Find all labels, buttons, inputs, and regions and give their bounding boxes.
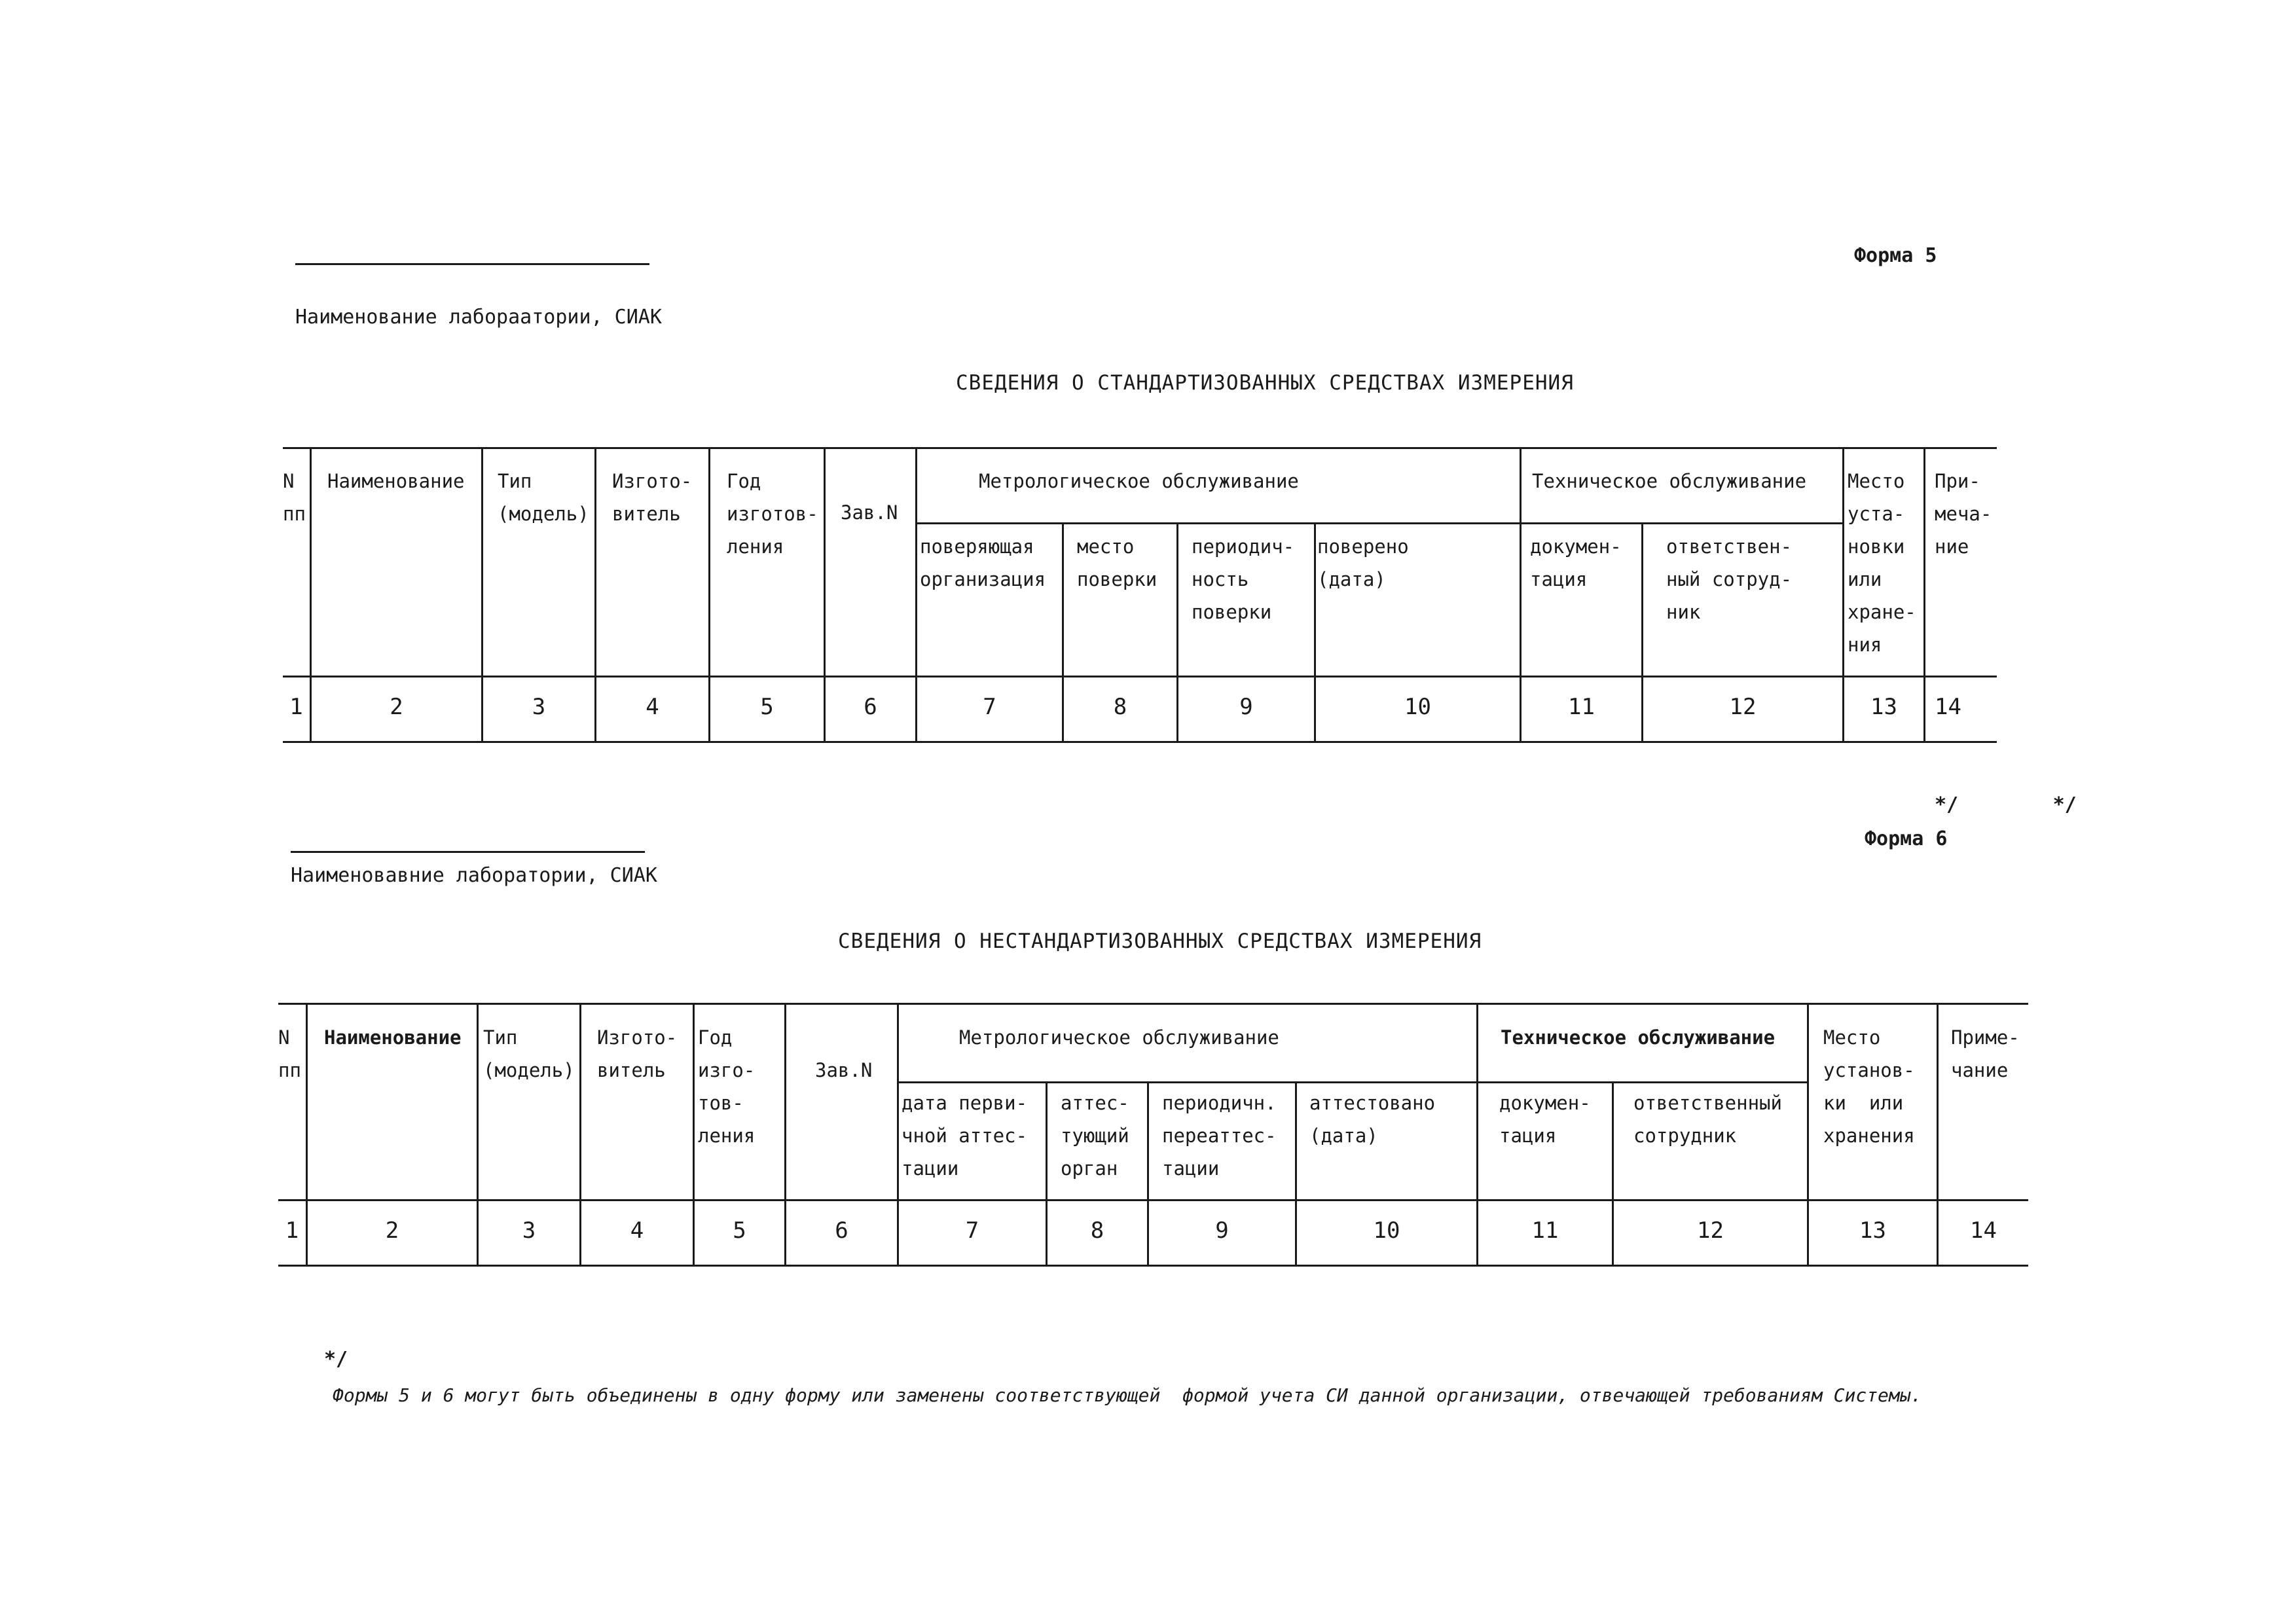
table5-col-number: 4 bbox=[646, 694, 659, 720]
table6-col-number: 9 bbox=[1215, 1218, 1229, 1244]
table5-bottom-border bbox=[283, 741, 1997, 743]
table6-header-metro-period: периодичн. переаттес- тации bbox=[1162, 1092, 1277, 1180]
table6-col-number: 14 bbox=[1970, 1218, 1997, 1244]
table6-subheader-rule-tech bbox=[1486, 1081, 1808, 1083]
table5-number-row-rule bbox=[283, 676, 1997, 677]
table6-subheader-rule-metro bbox=[898, 1081, 1486, 1083]
table6-col-number: 4 bbox=[630, 1218, 644, 1244]
table6-col-number: 13 bbox=[1859, 1218, 1886, 1244]
table5-header-zav: Зав.N bbox=[841, 501, 898, 524]
table6-number-row-rule bbox=[278, 1199, 2028, 1201]
table5-header-note: При- меча- ние bbox=[1935, 470, 1992, 558]
table6-header-metro-date: аттестовано (дата) bbox=[1309, 1092, 1436, 1147]
table5-col-number: 3 bbox=[532, 694, 546, 720]
lab-name-6: Наименовавние лаборатории, СИАК bbox=[291, 864, 657, 887]
lab-name-underline-6 bbox=[291, 851, 645, 853]
table6-top-border bbox=[278, 1003, 2028, 1005]
form-6-label: Форма 6 bbox=[1865, 827, 1948, 850]
table6-header-metro-first: дата перви- чной аттес- тации bbox=[902, 1092, 1028, 1180]
table6-col-number: 12 bbox=[1697, 1218, 1724, 1244]
table6-header-tech-resp: ответственный сотрудник bbox=[1633, 1092, 1782, 1147]
table6-bottom-border bbox=[278, 1265, 2028, 1267]
table6-col-number: 10 bbox=[1373, 1218, 1400, 1244]
table5-col-number: 8 bbox=[1113, 694, 1127, 720]
lab-name-underline-5 bbox=[295, 263, 649, 265]
table6-header-tech: Техническое обслуживание bbox=[1501, 1026, 1776, 1049]
table6-header-zav: Зав.N bbox=[815, 1059, 873, 1081]
table6-col-number: 1 bbox=[285, 1218, 299, 1244]
footnote-text: Формы 5 и 6 могут быть объединены в одну форму или заменены соответствующей формой учета СИ данной организации, отвечающей требованиям Системы. bbox=[333, 1384, 1922, 1406]
table5-header-metro-period: периодич- ность поверки bbox=[1192, 535, 1295, 623]
table5-col-number: 11 bbox=[1568, 694, 1595, 720]
table5-header-place: Место уста- новки или хране- ния bbox=[1848, 470, 1916, 656]
table5-header-metro-date: поверено (дата) bbox=[1317, 535, 1409, 590]
table5-col-number: 6 bbox=[864, 694, 877, 720]
table5-col-number: 7 bbox=[983, 694, 996, 720]
table6-header-maker: Изгото- витель bbox=[597, 1026, 678, 1081]
table6-header-type: Тип (модель) bbox=[483, 1026, 575, 1081]
table5-col-number: 9 bbox=[1239, 694, 1253, 720]
table5-col-number: 5 bbox=[760, 694, 774, 720]
table6-col-number: 2 bbox=[385, 1218, 399, 1244]
lab-name-5: Наименование лабораатории, СИАК bbox=[295, 306, 662, 329]
table5-header-type: Тип (модель) bbox=[498, 470, 589, 525]
table6-header-name: Наименование bbox=[324, 1026, 462, 1049]
form-6-title: СВЕДЕНИЯ О НЕСТАНДАРТИЗОВАННЫХ СРЕДСТВАХ ИЗМЕРЕНИЯ bbox=[838, 929, 1482, 953]
table5-col-number: 12 bbox=[1729, 694, 1757, 720]
table5-col-number: 1 bbox=[289, 694, 303, 720]
table6-col-number: 7 bbox=[965, 1218, 979, 1244]
table6-header-note: Приме- чание bbox=[1951, 1026, 2020, 1081]
table6-header-n: N пп bbox=[278, 1026, 301, 1081]
table5-header-maker: Изгото- витель bbox=[612, 470, 693, 525]
table5-header-tech-doc: докумен- тация bbox=[1530, 535, 1622, 590]
table5-header-year: Год изготов- ления bbox=[727, 470, 818, 558]
table5-top-border bbox=[283, 447, 1997, 449]
table6-col-number: 6 bbox=[835, 1218, 848, 1244]
footnote-mark: */ bbox=[324, 1348, 348, 1371]
form-5-title: СВЕДЕНИЯ О СТАНДАРТИЗОВАННЫХ СРЕДСТВАХ ИЗМЕРЕНИЯ bbox=[956, 371, 1574, 395]
table6-col-number: 5 bbox=[733, 1218, 746, 1244]
table6-col-number: 8 bbox=[1090, 1218, 1104, 1244]
table5-header-n: N пп bbox=[283, 470, 306, 525]
table6-header-metro: Метрологическое обслуживание bbox=[959, 1026, 1279, 1049]
table6-col-number: 3 bbox=[522, 1218, 536, 1244]
table5-header-metro-place: место поверки bbox=[1077, 535, 1157, 590]
table6-header-tech-doc: докумен- тация bbox=[1499, 1092, 1591, 1147]
table5-header-metro-org: поверяющая организация bbox=[920, 535, 1046, 590]
table5-subheader-rule-metro bbox=[917, 522, 1522, 524]
table5-col-number: 2 bbox=[390, 694, 403, 720]
table5-col-number: 14 bbox=[1935, 694, 1961, 720]
table6-header-metro-org: аттес- тующий орган bbox=[1061, 1092, 1129, 1180]
table5-header-name: Наименование bbox=[327, 470, 465, 492]
table6-header-year: Год изго- тов- ления bbox=[698, 1026, 756, 1147]
table5-header-tech: Техническое обслуживание bbox=[1532, 470, 1807, 492]
table5-col-number: 13 bbox=[1870, 694, 1897, 720]
footnote-marks: */ */ bbox=[1935, 793, 2077, 816]
table5-col-number: 10 bbox=[1404, 694, 1431, 720]
form-5-label: Форма 5 bbox=[1854, 244, 1937, 267]
table6-col-number: 11 bbox=[1531, 1218, 1559, 1244]
table5-header-metro: Метрологическое обслуживание bbox=[979, 470, 1299, 492]
table5-header-tech-resp: ответствен- ный сотруд- ник bbox=[1666, 535, 1793, 623]
table6-header-place: Место установ- ки или хранения bbox=[1823, 1026, 1915, 1147]
table5-subheader-rule-tech bbox=[1522, 522, 1842, 524]
